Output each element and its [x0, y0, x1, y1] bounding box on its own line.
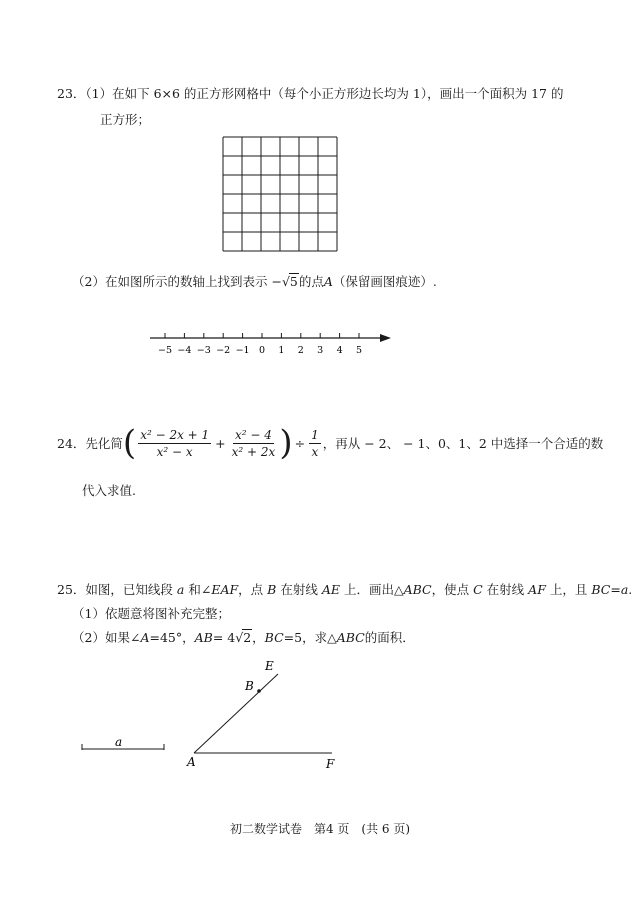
label-f: F [326, 757, 335, 771]
q24-lead: 先化简 [85, 436, 123, 451]
q23-part1-text-cont: 正方形； [100, 112, 151, 127]
radicand: 2 [243, 630, 252, 645]
plus-sign: + [215, 435, 226, 451]
number-line [140, 325, 400, 363]
q25-text: ，点 [238, 582, 264, 597]
q23-number: 23． [57, 86, 86, 101]
fraction-3-denominator: x [311, 444, 319, 459]
number-line-tick-label: −3 [196, 345, 211, 356]
q23-part1-text: （1）在如下 6×6 的正方形网格中（每个小正方形边长均为 1），画出一个面积为 17 的 [85, 86, 564, 101]
q25-number: 25． [57, 582, 86, 597]
square-grid-6x6 [222, 136, 338, 252]
triangle-abc: ABC [336, 630, 365, 645]
number-line-tick-label: 4 [336, 345, 343, 356]
angle-eaf: EAF [211, 582, 239, 597]
point-c: C [473, 582, 483, 597]
number-line-tick-label: 1 [278, 345, 285, 356]
q25-text: 在射线 [280, 582, 318, 597]
number-line-tick-label: 2 [297, 345, 304, 356]
label-e: E [265, 659, 274, 673]
minus-sign: − [271, 274, 282, 289]
q25-text: 上，且 [549, 582, 588, 597]
q25-p2-text: ， [252, 630, 265, 645]
fraction-2-numerator: x² − 4 [235, 427, 272, 442]
q25-p2-text: 的面积． [364, 630, 415, 645]
q24-line1 [57, 423, 604, 463]
geometry-figure [70, 650, 370, 780]
page-footer: 初二数学试卷 第4 页 (共 6 页) [229, 822, 411, 836]
number-line-tick-label: 3 [317, 345, 324, 356]
number-line-tick-label: 5 [355, 345, 363, 356]
arrow-right-icon [380, 334, 391, 342]
number-line-tick-label: −4 [177, 345, 192, 356]
label-b: B [245, 679, 254, 693]
q25-p2-text: = 4 [212, 630, 236, 645]
q25-text: 上．画出△ [343, 582, 404, 597]
point-b-dot [257, 689, 261, 693]
ray-af: AF [528, 582, 546, 597]
q25-p2-text: =45°， [149, 630, 195, 645]
fraction-2-denominator: x² + 2x [231, 444, 276, 459]
triangle-abc: ABC [403, 582, 432, 597]
q25-text: ，使点 [431, 582, 470, 597]
ray-ae-line [194, 674, 278, 753]
side-ab: AB [194, 630, 213, 645]
bc-equals-a: BC=a [591, 582, 629, 597]
right-paren: ) [279, 423, 293, 463]
number-line-tick-label: −1 [235, 345, 250, 356]
q24-number: 24． [57, 436, 86, 451]
q23-part2-text-c: （保留画图痕迹）. [332, 274, 437, 289]
fraction-1-denominator: x² − x [156, 444, 193, 459]
angle-a: A [140, 630, 150, 645]
segment-a: a [176, 582, 185, 597]
q25-line1 [57, 580, 632, 598]
ray-ae: AE [321, 582, 340, 597]
side-bc: BC [264, 630, 284, 645]
left-paren: ( [122, 423, 137, 463]
neg-sqrt5 [271, 274, 298, 289]
sqrt: √5 [281, 274, 298, 289]
fraction-2 [230, 428, 278, 459]
fraction-3-numerator: 1 [311, 427, 319, 442]
sqrt: √2 [235, 630, 252, 645]
q23-part2-line [72, 272, 437, 290]
number-line-tick-label: −5 [157, 345, 173, 356]
q25-p2-text: =5，求△ [283, 630, 337, 645]
fraction-1 [138, 428, 211, 459]
q23-part2-text-b: 的点 [298, 274, 324, 289]
q23-line1 [57, 84, 563, 102]
number-line-tick-label: −2 [216, 345, 231, 356]
number-line-tick-label: 0 [258, 345, 266, 356]
q25-p2-text: （2）如果∠ [72, 630, 141, 645]
point-a-label: A [323, 274, 333, 289]
point-b: B [267, 582, 277, 597]
divide-sign: ÷ [294, 435, 306, 451]
q25-text: 和∠ [188, 582, 212, 597]
fraction-3 [309, 428, 321, 459]
q23-part2-text: （2）在如图所示的数轴上找到表示 [72, 274, 268, 289]
q24-line2: 代入求值. [82, 483, 136, 498]
q25-text: . [628, 582, 633, 597]
q25-part2 [72, 628, 415, 646]
label-a: A [187, 755, 196, 769]
q25-text: 在射线 [486, 582, 525, 597]
segment-a-label: a [115, 735, 123, 749]
q25-text: 如图，已知线段 [85, 582, 173, 597]
radicand: 5 [289, 274, 298, 289]
fraction-1-numerator: x² − 2x + 1 [140, 427, 210, 442]
q25-part1: （1）依题意将图补充完整； [72, 606, 230, 621]
q24-tail: ，再从 − 2、 − 1、0、1、2 中选择一个合适的数 [322, 436, 604, 451]
